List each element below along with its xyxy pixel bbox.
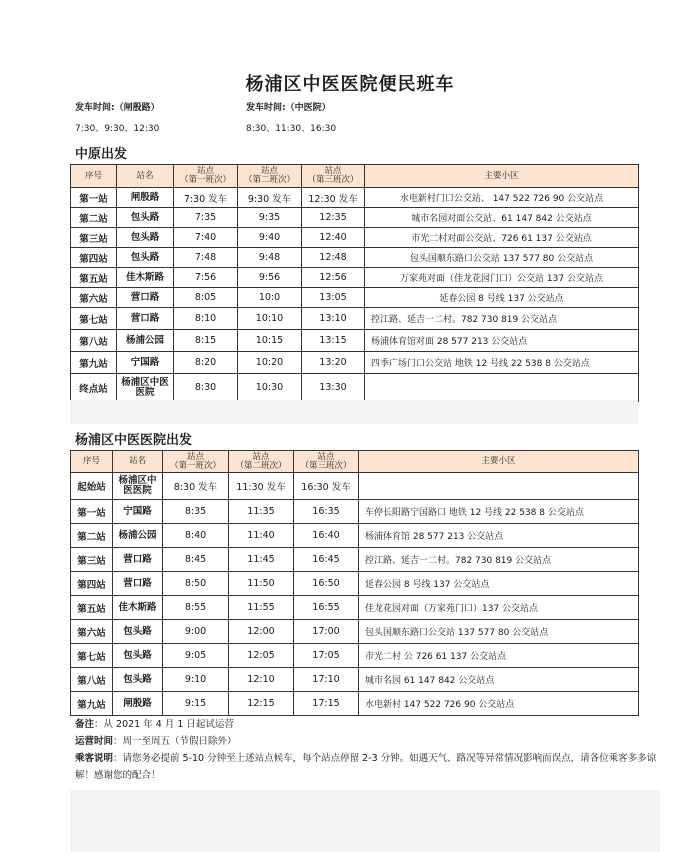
time1-cell: 8:55 [163, 596, 229, 620]
stop-cell: 杨浦区中医医院 [113, 473, 163, 500]
area-cell: 四季广场门口公交站 地铁 12 号线 22 538 8 公交站点 [365, 352, 639, 374]
time3-cell: 12:48 [302, 248, 365, 268]
note-ride [75, 750, 665, 784]
time2-cell: 9:48 [238, 248, 302, 268]
stop-cell: 营口路 [117, 288, 174, 308]
time3-cell: 16:40 [294, 524, 359, 548]
area-cell: 延春公园 8 号线 137 公交站点 [365, 288, 639, 308]
time3-cell: 17:15 [294, 692, 359, 716]
seq-cell: 第九站 [71, 352, 117, 374]
table-row [71, 228, 639, 248]
seq-cell: 终点站 [71, 374, 117, 402]
table-header-row [71, 165, 639, 188]
header-stop: 站名 [113, 451, 163, 473]
time3-cell: 13:30 [302, 374, 365, 402]
area-cell: 包头国顺东路口公交站 137 577 80 公交站点 [365, 248, 639, 268]
time2-cell: 10:10 [238, 308, 302, 330]
header-time1-line1: 站点 [196, 166, 214, 176]
table-row [71, 330, 639, 352]
time2-cell: 11:40 [229, 524, 294, 548]
time3-cell: 13:05 [302, 288, 365, 308]
stop-cell: 佳木斯路 [117, 268, 174, 288]
time1-cell: 8:30 [174, 374, 238, 402]
stop-cell: 宁国路 [117, 352, 174, 374]
table-row [71, 692, 639, 716]
time3-cell: 16:55 [294, 596, 359, 620]
table-row [71, 620, 639, 644]
time3-cell: 12:56 [302, 268, 365, 288]
page-title: 杨浦区中医医院便民班车 [245, 74, 455, 95]
section1-title: 中原出发 [75, 147, 128, 162]
area-cell: 控江路、延吉一二村。782 730 819 公交站点 [359, 548, 639, 572]
time2-cell: 10:30 [238, 374, 302, 402]
time2-cell: 11:35 [229, 500, 294, 524]
table-row [71, 548, 639, 572]
time2-cell: 11:45 [229, 548, 294, 572]
notes [75, 716, 665, 784]
area-cell: 杨浦体育馆对面 28 577 213 公交站点 [365, 330, 639, 352]
note-ride-text: ：请您务必提前 5-10 分钟至上述站点候车，每个站点停留 2-3 分钟。如遇天气、路况等异常情况影响而误点，请各位乘客多多谅解！感谢您的配合！ [75, 753, 657, 781]
time2-cell: 11:30 发车 [229, 473, 294, 500]
stop-cell: 营口路 [113, 572, 163, 596]
time2-cell: 9:56 [238, 268, 302, 288]
area-cell: 水电新村门口公交站、 147 522 726 90 公交站点 [365, 188, 639, 208]
time1-cell: 9:15 [163, 692, 229, 716]
header-time3-line2: （第三班次） [300, 460, 352, 471]
schedule-table-from-hospital [70, 450, 639, 716]
time3-cell: 13:15 [302, 330, 365, 352]
table-row [71, 572, 639, 596]
header-time2-line1: 站点 [260, 166, 278, 176]
departure-right-times: 8:30、11:30、16:30 [246, 124, 337, 134]
table-row [71, 596, 639, 620]
departure-right-label: 发车时间:（中医院） [246, 103, 331, 113]
stop-cell: 包头路 [117, 228, 174, 248]
seq-cell: 第七站 [71, 644, 113, 668]
table-row [71, 208, 639, 228]
header-seq: 序号 [71, 451, 113, 473]
schedule-table-from-zhongyuan [70, 164, 639, 402]
header-stop: 站名 [117, 165, 174, 188]
seq-cell: 第七站 [71, 308, 117, 330]
stop-cell: 宁国路 [113, 500, 163, 524]
header-time1 [163, 451, 229, 473]
time3-cell: 17:10 [294, 668, 359, 692]
time1-cell: 7:48 [174, 248, 238, 268]
table-row [71, 268, 639, 288]
header-time3-line2: （第三班次） [307, 175, 359, 185]
stop-cell: 杨浦公园 [113, 524, 163, 548]
time2-cell: 12:05 [229, 644, 294, 668]
time3-cell: 17:00 [294, 620, 359, 644]
time3-cell: 16:50 [294, 572, 359, 596]
gray-bottom-band [70, 790, 660, 852]
note-hours-text: ：周一至周五（节假日除外） [113, 736, 237, 747]
header-time1-line2: （第一班次） [169, 460, 221, 471]
table-row [71, 352, 639, 374]
time3-cell: 16:35 [294, 500, 359, 524]
header-time1-line2: （第一班次） [179, 175, 231, 185]
seq-cell: 第八站 [71, 330, 117, 352]
header-time2 [229, 451, 294, 473]
table-row [71, 524, 639, 548]
note-remark-text: ：从 2021 年 4 月 1 日起试运营 [94, 719, 234, 730]
header-area: 主要小区 [365, 165, 639, 188]
time1-cell: 7:35 [174, 208, 238, 228]
time3-cell: 12:40 [302, 228, 365, 248]
header-time2-line1: 站点 [252, 451, 270, 462]
seq-cell: 第三站 [71, 548, 113, 572]
time1-cell: 9:10 [163, 668, 229, 692]
stop-cell: 包头路 [113, 644, 163, 668]
time1-cell: 7:40 [174, 228, 238, 248]
time2-cell: 12:00 [229, 620, 294, 644]
header-time3-line1: 站点 [324, 166, 342, 176]
time2-cell: 11:55 [229, 596, 294, 620]
area-cell: 佳龙花园对面（万家苑门口）137 公交站点 [359, 596, 639, 620]
time1-cell: 7:56 [174, 268, 238, 288]
section2-title: 杨浦区中医医院出发 [75, 433, 193, 448]
time3-cell: 13:20 [302, 352, 365, 374]
departure-left-label: 发车时间:（闸殷路） [75, 103, 160, 113]
time2-cell: 10:15 [238, 330, 302, 352]
time2-cell: 9:35 [238, 208, 302, 228]
area-cell: 车停长阳路宁国路口 地铁 12 号线 22 538 8 公交站点 [359, 500, 639, 524]
header-time1-line1: 站点 [186, 451, 204, 462]
seq-cell: 第五站 [71, 268, 117, 288]
area-cell: 城市名园对面公交站、61 147 842 公交站点 [365, 208, 639, 228]
time1-cell: 8:10 [174, 308, 238, 330]
stop-cell: 闸殷路 [113, 692, 163, 716]
note-remark-label: 备注 [75, 719, 95, 730]
stop-cell: 闸殷路 [117, 188, 174, 208]
area-cell: 杨浦体育馆 28 577 213 公交站点 [359, 524, 639, 548]
departure-left-times: 7:30、9:30、12:30 [75, 124, 160, 134]
time2-cell: 12:10 [229, 668, 294, 692]
time1-cell: 8:40 [163, 524, 229, 548]
table-row [71, 188, 639, 208]
area-cell: 水电新村 147 522 726 90 公交站点 [359, 692, 639, 716]
stop-cell: 包头路 [117, 248, 174, 268]
area-cell: 城市名园 61 147 842 公交站点 [359, 668, 639, 692]
time1-cell: 8:05 [174, 288, 238, 308]
time3-cell: 12:30 发车 [302, 188, 365, 208]
stop-cell: 包头路 [117, 208, 174, 228]
note-ride-label: 乘客说明 [75, 753, 114, 764]
area-cell: 市光二村对面公交站、726 61 137 公交站点 [365, 228, 639, 248]
table-row [71, 288, 639, 308]
table-row [71, 473, 639, 500]
time3-cell: 13:10 [302, 308, 365, 330]
time1-cell: 7:30 发车 [174, 188, 238, 208]
stop-cell: 营口路 [117, 308, 174, 330]
time2-cell: 12:15 [229, 692, 294, 716]
seq-cell: 第一站 [71, 188, 117, 208]
stop-cell: 包头路 [113, 620, 163, 644]
header-time1 [174, 165, 238, 188]
area-cell [359, 473, 639, 500]
time3-cell: 16:45 [294, 548, 359, 572]
note-hours [75, 733, 665, 750]
header-area: 主要小区 [359, 451, 639, 473]
seq-cell: 第八站 [71, 668, 113, 692]
time2-cell: 10:20 [238, 352, 302, 374]
table-row [71, 374, 639, 402]
time2-cell: 9:30 发车 [238, 188, 302, 208]
time2-cell: 11:50 [229, 572, 294, 596]
seq-cell: 第九站 [71, 692, 113, 716]
time1-cell: 8:45 [163, 548, 229, 572]
time1-cell: 8:35 [163, 500, 229, 524]
time1-cell: 8:15 [174, 330, 238, 352]
header-seq: 序号 [71, 165, 117, 188]
table-row [71, 248, 639, 268]
seq-cell: 第六站 [71, 288, 117, 308]
header-time3 [294, 451, 359, 473]
time3-cell: 12:35 [302, 208, 365, 228]
area-cell: 万家苑对面（佳龙花园门口）公交站 137 公交站点 [365, 268, 639, 288]
seq-cell: 第二站 [71, 524, 113, 548]
time1-cell: 9:05 [163, 644, 229, 668]
time1-cell: 8:20 [174, 352, 238, 374]
area-cell: 包头国顺东路口公交站 137 577 80 公交站点 [359, 620, 639, 644]
table-row [71, 668, 639, 692]
seq-cell: 第四站 [71, 248, 117, 268]
seq-cell: 第六站 [71, 620, 113, 644]
time2-cell: 9:40 [238, 228, 302, 248]
table-row [71, 644, 639, 668]
stop-cell: 杨浦公园 [117, 330, 174, 352]
time1-cell: 8:30 发车 [163, 473, 229, 500]
time3-cell: 17:05 [294, 644, 359, 668]
header-time3 [302, 165, 365, 188]
gray-band [70, 400, 638, 424]
note-hours-label: 运营时间 [75, 736, 114, 747]
time2-cell: 10:0 [238, 288, 302, 308]
area-cell: 延春公园 8 号线 137 公交站点 [359, 572, 639, 596]
note-remark [75, 716, 665, 733]
area-cell [365, 374, 639, 402]
stop-cell: 杨浦区中医医院 [117, 374, 174, 402]
stop-cell: 佳木斯路 [113, 596, 163, 620]
header-time2 [238, 165, 302, 188]
area-cell: 控江路、延吉一二村。782 730 819 公交站点 [365, 308, 639, 330]
time3-cell: 16:30 发车 [294, 473, 359, 500]
header-time2-line2: （第二班次） [235, 460, 287, 471]
time1-cell: 8:50 [163, 572, 229, 596]
header-time3-line1: 站点 [317, 451, 335, 462]
seq-cell: 第三站 [71, 228, 117, 248]
area-cell: 市光二村 公 726 61 137 公交站点 [359, 644, 639, 668]
table-row [71, 308, 639, 330]
seq-cell: 第五站 [71, 596, 113, 620]
stop-cell: 包头路 [113, 668, 163, 692]
stop-cell: 营口路 [113, 548, 163, 572]
seq-cell: 起始站 [71, 473, 113, 500]
seq-cell: 第四站 [71, 572, 113, 596]
table-row [71, 500, 639, 524]
header-time2-line2: （第二班次） [243, 175, 295, 185]
time1-cell: 9:00 [163, 620, 229, 644]
table-header-row [71, 451, 639, 473]
seq-cell: 第一站 [71, 500, 113, 524]
seq-cell: 第二站 [71, 208, 117, 228]
